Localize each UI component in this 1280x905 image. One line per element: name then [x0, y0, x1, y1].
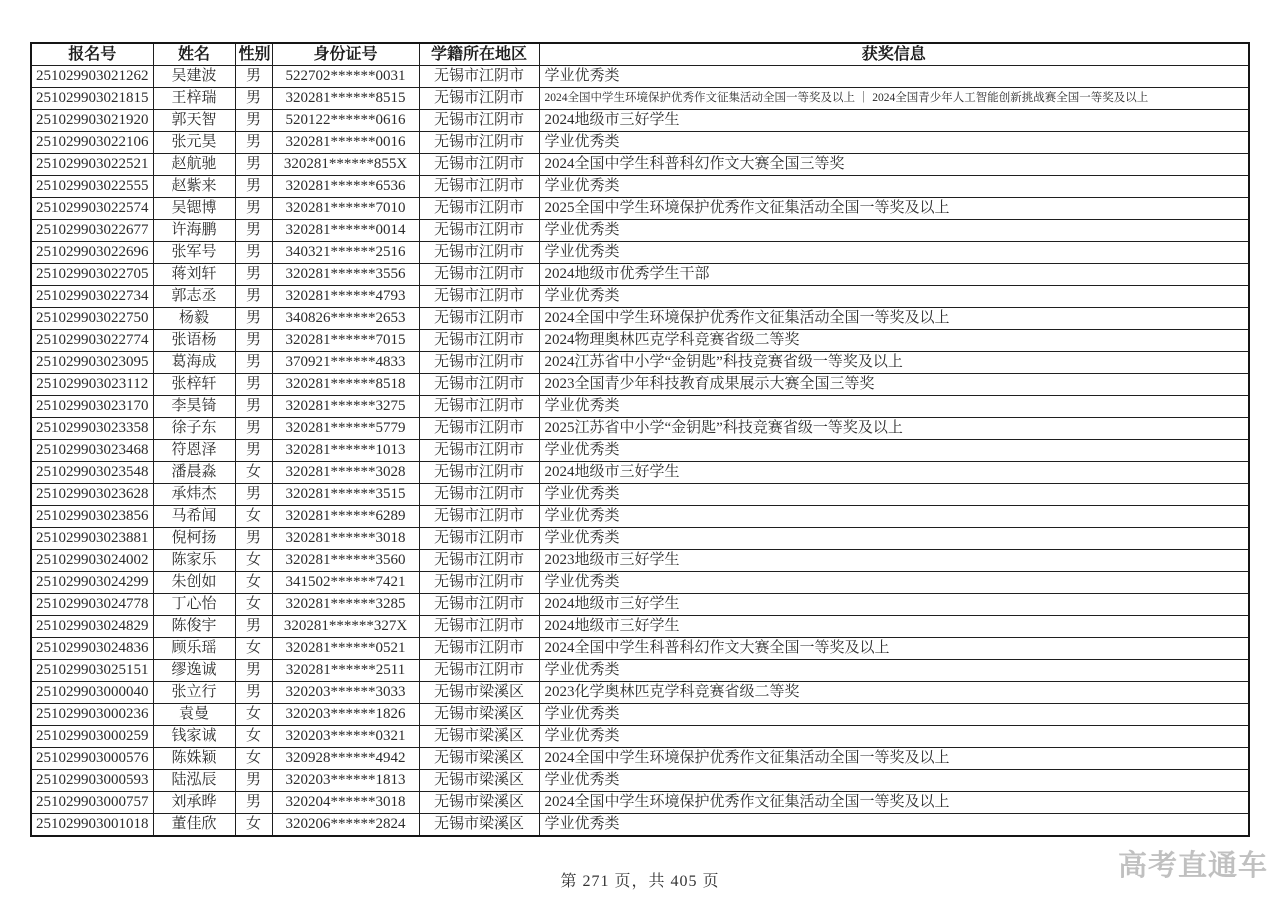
- table-row: [31, 726, 1249, 748]
- cell-name: 葛海成: [153, 352, 235, 374]
- cell-gender: 男: [235, 330, 272, 352]
- cell-gender: 男: [235, 682, 272, 704]
- table-row: [31, 220, 1249, 242]
- cell-name: 陈俊宇: [153, 616, 235, 638]
- cell-id-no: 340321******2516: [272, 242, 419, 264]
- cell-name: 袁曼: [153, 704, 235, 726]
- cell-id-no: 320281******0521: [272, 638, 419, 660]
- cell-gender: 女: [235, 638, 272, 660]
- cell-gender: 男: [235, 154, 272, 176]
- cell-name: 张元昊: [153, 132, 235, 154]
- cell-region: 无锡市梁溪区: [419, 770, 539, 792]
- cell-reg-no: 251029903023358: [31, 418, 153, 440]
- cell-name: 吴建波: [153, 66, 235, 88]
- cell-name: 朱创如: [153, 572, 235, 594]
- cell-award: 2025江苏省中小学“金钥匙”科技竞赛省级一等奖及以上: [539, 418, 1249, 440]
- cell-award: 学业优秀类: [539, 484, 1249, 506]
- cell-award: 2024地级市三好学生: [539, 110, 1249, 132]
- cell-region: 无锡市梁溪区: [419, 704, 539, 726]
- cell-region: 无锡市江阴市: [419, 660, 539, 682]
- cell-gender: 男: [235, 198, 272, 220]
- cell-award: 学业优秀类: [539, 286, 1249, 308]
- cell-name: 刘承晔: [153, 792, 235, 814]
- cell-id-no: 320281******3515: [272, 484, 419, 506]
- table-row: [31, 242, 1249, 264]
- cell-award: 2024地级市三好学生: [539, 616, 1249, 638]
- cell-region: 无锡市梁溪区: [419, 814, 539, 837]
- cell-reg-no: 251029903022734: [31, 286, 153, 308]
- cell-name: 蒋刘轩: [153, 264, 235, 286]
- cell-gender: 男: [235, 396, 272, 418]
- cell-reg-no: 251029903023468: [31, 440, 153, 462]
- cell-id-no: 370921******4833: [272, 352, 419, 374]
- cell-region: 无锡市江阴市: [419, 396, 539, 418]
- cell-name: 陈姝颖: [153, 748, 235, 770]
- cell-id-no: 320281******6289: [272, 506, 419, 528]
- table-row: [31, 594, 1249, 616]
- cell-region: 无锡市江阴市: [419, 220, 539, 242]
- cell-reg-no: 251029903000236: [31, 704, 153, 726]
- cell-award: 学业优秀类: [539, 506, 1249, 528]
- table-row: [31, 418, 1249, 440]
- table-row: [31, 814, 1249, 837]
- cell-gender: 男: [235, 440, 272, 462]
- table-row: [31, 704, 1249, 726]
- cell-award: 学业优秀类: [539, 572, 1249, 594]
- cell-name: 丁心怡: [153, 594, 235, 616]
- cell-region: 无锡市江阴市: [419, 418, 539, 440]
- cell-name: 钱家诚: [153, 726, 235, 748]
- table-row: [31, 264, 1249, 286]
- cell-reg-no: 251029903022705: [31, 264, 153, 286]
- table-row: [31, 352, 1249, 374]
- cell-id-no: 520122******0616: [272, 110, 419, 132]
- cell-id-no: 340826******2653: [272, 308, 419, 330]
- cell-reg-no: 251029903000757: [31, 792, 153, 814]
- cell-id-no: 320281******2511: [272, 660, 419, 682]
- cell-reg-no: 251029903023170: [31, 396, 153, 418]
- cell-region: 无锡市江阴市: [419, 462, 539, 484]
- cell-name: 张语杨: [153, 330, 235, 352]
- cell-name: 潘晨淼: [153, 462, 235, 484]
- cell-name: 张立行: [153, 682, 235, 704]
- table-row: [31, 660, 1249, 682]
- table-row: [31, 550, 1249, 572]
- table-row: [31, 484, 1249, 506]
- table-row: [31, 792, 1249, 814]
- cell-award: 2024全国中学生科普科幻作文大赛全国一等奖及以上: [539, 638, 1249, 660]
- table-row: [31, 88, 1249, 110]
- cell-reg-no: 251029903022696: [31, 242, 153, 264]
- table-row: [31, 396, 1249, 418]
- cell-id-no: 320281******855X: [272, 154, 419, 176]
- cell-award: 学业优秀类: [539, 176, 1249, 198]
- cell-reg-no: 251029903021920: [31, 110, 153, 132]
- cell-region: 无锡市江阴市: [419, 616, 539, 638]
- cell-region: 无锡市江阴市: [419, 176, 539, 198]
- col-header-name: 姓名: [153, 43, 235, 66]
- cell-region: 无锡市江阴市: [419, 286, 539, 308]
- cell-id-no: 320928******4942: [272, 748, 419, 770]
- table-row: [31, 572, 1249, 594]
- cell-gender: 女: [235, 550, 272, 572]
- cell-id-no: 320281******4793: [272, 286, 419, 308]
- cell-gender: 男: [235, 242, 272, 264]
- cell-award: 学业优秀类: [539, 528, 1249, 550]
- cell-id-no: 320281******6536: [272, 176, 419, 198]
- cell-gender: 女: [235, 572, 272, 594]
- cell-id-no: 320203******1826: [272, 704, 419, 726]
- header-row: [31, 43, 1249, 66]
- cell-region: 无锡市江阴市: [419, 308, 539, 330]
- cell-award: 学业优秀类: [539, 396, 1249, 418]
- cell-name: 张梓轩: [153, 374, 235, 396]
- cell-region: 无锡市江阴市: [419, 198, 539, 220]
- cell-award: 学业优秀类: [539, 660, 1249, 682]
- cell-id-no: 320203******1813: [272, 770, 419, 792]
- cell-name: 杨毅: [153, 308, 235, 330]
- cell-id-no: 320281******3560: [272, 550, 419, 572]
- page-indicator: 第 271 页，共 405 页: [560, 873, 720, 890]
- table-row: [31, 506, 1249, 528]
- cell-name: 许海鹏: [153, 220, 235, 242]
- cell-gender: 男: [235, 66, 272, 88]
- cell-gender: 男: [235, 286, 272, 308]
- cell-reg-no: 251029903000259: [31, 726, 153, 748]
- cell-region: 无锡市江阴市: [419, 132, 539, 154]
- cell-region: 无锡市江阴市: [419, 330, 539, 352]
- cell-gender: 女: [235, 748, 272, 770]
- cell-reg-no: 251029903022574: [31, 198, 153, 220]
- cell-award: 2024物理奥林匹克学科竞赛省级二等奖: [539, 330, 1249, 352]
- cell-gender: 男: [235, 374, 272, 396]
- cell-region: 无锡市梁溪区: [419, 748, 539, 770]
- cell-region: 无锡市梁溪区: [419, 682, 539, 704]
- table-row: [31, 374, 1249, 396]
- cell-gender: 男: [235, 792, 272, 814]
- cell-gender: 男: [235, 264, 272, 286]
- cell-gender: 男: [235, 176, 272, 198]
- cell-id-no: 522702******0031: [272, 66, 419, 88]
- cell-reg-no: 251029903022106: [31, 132, 153, 154]
- cell-award: 2024全国中学生环境保护优秀作文征集活动全国一等奖及以上 ｜ 2024全国青少年人工智能创新挑战赛全国一等奖及以上: [539, 88, 1249, 110]
- cell-award: 学业优秀类: [539, 66, 1249, 88]
- cell-award: 2024地级市三好学生: [539, 462, 1249, 484]
- cell-gender: 女: [235, 506, 272, 528]
- table-row: [31, 638, 1249, 660]
- cell-name: 王梓瑞: [153, 88, 235, 110]
- cell-name: 赵航驰: [153, 154, 235, 176]
- cell-gender: 男: [235, 110, 272, 132]
- cell-region: 无锡市江阴市: [419, 264, 539, 286]
- table-row: [31, 528, 1249, 550]
- cell-id-no: 320281******8518: [272, 374, 419, 396]
- cell-name: 郭天智: [153, 110, 235, 132]
- cell-award: 2025全国中学生环境保护优秀作文征集活动全国一等奖及以上: [539, 198, 1249, 220]
- cell-reg-no: 251029903024829: [31, 616, 153, 638]
- cell-award: 2024地级市优秀学生干部: [539, 264, 1249, 286]
- cell-region: 无锡市江阴市: [419, 66, 539, 88]
- cell-award: 学业优秀类: [539, 242, 1249, 264]
- table-row: [31, 682, 1249, 704]
- table-row: [31, 66, 1249, 88]
- cell-name: 郭志丞: [153, 286, 235, 308]
- cell-gender: 男: [235, 418, 272, 440]
- cell-reg-no: 251029903024002: [31, 550, 153, 572]
- cell-region: 无锡市江阴市: [419, 550, 539, 572]
- cell-name: 缪逸诚: [153, 660, 235, 682]
- cell-award: 2024全国中学生环境保护优秀作文征集活动全国一等奖及以上: [539, 792, 1249, 814]
- cell-gender: 男: [235, 88, 272, 110]
- cell-gender: 女: [235, 726, 272, 748]
- cell-gender: 男: [235, 220, 272, 242]
- cell-name: 吴锶博: [153, 198, 235, 220]
- cell-region: 无锡市江阴市: [419, 88, 539, 110]
- cell-reg-no: 251029903023095: [31, 352, 153, 374]
- cell-reg-no: 251029903000040: [31, 682, 153, 704]
- cell-region: 无锡市江阴市: [419, 638, 539, 660]
- cell-gender: 女: [235, 462, 272, 484]
- cell-award: 学业优秀类: [539, 726, 1249, 748]
- cell-id-no: 341502******7421: [272, 572, 419, 594]
- cell-id-no: 320281******7010: [272, 198, 419, 220]
- col-header-id-no: 身份证号: [272, 43, 419, 66]
- watermark-text: 高考直通车: [1117, 850, 1268, 882]
- cell-gender: 男: [235, 616, 272, 638]
- cell-award: 2023全国青少年科技教育成果展示大赛全国三等奖: [539, 374, 1249, 396]
- cell-award: 2023地级市三好学生: [539, 550, 1249, 572]
- cell-region: 无锡市梁溪区: [419, 792, 539, 814]
- cell-award: 2024全国中学生环境保护优秀作文征集活动全国一等奖及以上: [539, 748, 1249, 770]
- cell-award: 学业优秀类: [539, 440, 1249, 462]
- cell-id-no: 320281******3018: [272, 528, 419, 550]
- cell-reg-no: 251029903000593: [31, 770, 153, 792]
- cell-id-no: 320281******0016: [272, 132, 419, 154]
- cell-reg-no: 251029903022677: [31, 220, 153, 242]
- cell-id-no: 320204******3018: [272, 792, 419, 814]
- cell-award: 2024江苏省中小学“金钥匙”科技竞赛省级一等奖及以上: [539, 352, 1249, 374]
- cell-region: 无锡市江阴市: [419, 110, 539, 132]
- cell-reg-no: 251029903001018: [31, 814, 153, 837]
- cell-award: 学业优秀类: [539, 132, 1249, 154]
- cell-region: 无锡市梁溪区: [419, 726, 539, 748]
- table-row: [31, 748, 1249, 770]
- awards-table: [30, 42, 1250, 837]
- cell-id-no: 320281******0014: [272, 220, 419, 242]
- cell-region: 无锡市江阴市: [419, 594, 539, 616]
- cell-id-no: 320281******5779: [272, 418, 419, 440]
- cell-name: 徐子东: [153, 418, 235, 440]
- table-row: [31, 198, 1249, 220]
- cell-region: 无锡市江阴市: [419, 572, 539, 594]
- cell-id-no: 320281******327X: [272, 616, 419, 638]
- cell-id-no: 320281******1013: [272, 440, 419, 462]
- cell-gender: 男: [235, 352, 272, 374]
- table-row: [31, 176, 1249, 198]
- cell-id-no: 320281******3275: [272, 396, 419, 418]
- cell-region: 无锡市江阴市: [419, 154, 539, 176]
- cell-reg-no: 251029903021815: [31, 88, 153, 110]
- col-header-region: 学籍所在地区: [419, 43, 539, 66]
- cell-name: 顾乐瑶: [153, 638, 235, 660]
- cell-reg-no: 251029903023548: [31, 462, 153, 484]
- table-row: [31, 308, 1249, 330]
- cell-reg-no: 251029903024299: [31, 572, 153, 594]
- cell-award: 2023化学奥林匹克学科竞赛省级二等奖: [539, 682, 1249, 704]
- table-row: [31, 286, 1249, 308]
- cell-name: 陈家乐: [153, 550, 235, 572]
- cell-name: 李昊锜: [153, 396, 235, 418]
- cell-award: 2024地级市三好学生: [539, 594, 1249, 616]
- cell-gender: 男: [235, 770, 272, 792]
- table-row: [31, 770, 1249, 792]
- records-tbody: [31, 66, 1249, 837]
- cell-reg-no: 251029903023628: [31, 484, 153, 506]
- table-row: [31, 462, 1249, 484]
- col-header-gender: 性别: [235, 43, 272, 66]
- cell-reg-no: 251029903023856: [31, 506, 153, 528]
- cell-award: 2024全国中学生科普科幻作文大赛全国三等奖: [539, 154, 1249, 176]
- cell-reg-no: 251029903022750: [31, 308, 153, 330]
- cell-award: 学业优秀类: [539, 704, 1249, 726]
- table-row: [31, 440, 1249, 462]
- cell-gender: 男: [235, 528, 272, 550]
- cell-reg-no: 251029903025151: [31, 660, 153, 682]
- cell-region: 无锡市江阴市: [419, 506, 539, 528]
- cell-name: 陆泓辰: [153, 770, 235, 792]
- cell-id-no: 320281******3028: [272, 462, 419, 484]
- cell-region: 无锡市江阴市: [419, 242, 539, 264]
- cell-reg-no: 251029903021262: [31, 66, 153, 88]
- cell-name: 赵紫来: [153, 176, 235, 198]
- cell-name: 符恩泽: [153, 440, 235, 462]
- cell-gender: 女: [235, 704, 272, 726]
- cell-reg-no: 251029903000576: [31, 748, 153, 770]
- cell-name: 承炜杰: [153, 484, 235, 506]
- cell-region: 无锡市江阴市: [419, 484, 539, 506]
- cell-region: 无锡市江阴市: [419, 352, 539, 374]
- cell-id-no: 320281******7015: [272, 330, 419, 352]
- cell-award: 学业优秀类: [539, 770, 1249, 792]
- cell-award: 学业优秀类: [539, 814, 1249, 837]
- cell-name: 倪柯扬: [153, 528, 235, 550]
- cell-reg-no: 251029903023112: [31, 374, 153, 396]
- table-row: [31, 154, 1249, 176]
- cell-id-no: 320203******0321: [272, 726, 419, 748]
- cell-region: 无锡市江阴市: [419, 374, 539, 396]
- cell-id-no: 320281******8515: [272, 88, 419, 110]
- cell-gender: 男: [235, 484, 272, 506]
- table-header: [31, 43, 1249, 66]
- cell-id-no: 320206******2824: [272, 814, 419, 837]
- cell-reg-no: 251029903023881: [31, 528, 153, 550]
- table-row: [31, 330, 1249, 352]
- cell-award: 学业优秀类: [539, 220, 1249, 242]
- cell-id-no: 320203******3033: [272, 682, 419, 704]
- cell-award: 2024全国中学生环境保护优秀作文征集活动全国一等奖及以上: [539, 308, 1249, 330]
- cell-gender: 女: [235, 814, 272, 837]
- cell-region: 无锡市江阴市: [419, 528, 539, 550]
- cell-region: 无锡市江阴市: [419, 440, 539, 462]
- table-row: [31, 110, 1249, 132]
- cell-gender: 女: [235, 594, 272, 616]
- cell-gender: 男: [235, 132, 272, 154]
- cell-gender: 男: [235, 308, 272, 330]
- cell-reg-no: 251029903024778: [31, 594, 153, 616]
- table-row: [31, 616, 1249, 638]
- cell-name: 马希闻: [153, 506, 235, 528]
- cell-name: 董佳欣: [153, 814, 235, 837]
- cell-reg-no: 251029903024836: [31, 638, 153, 660]
- col-header-award: 获奖信息: [539, 43, 1249, 66]
- cell-reg-no: 251029903022555: [31, 176, 153, 198]
- cell-reg-no: 251029903022521: [31, 154, 153, 176]
- table-row: [31, 132, 1249, 154]
- cell-id-no: 320281******3556: [272, 264, 419, 286]
- col-header-reg-no: 报名号: [31, 43, 153, 66]
- cell-name: 张军号: [153, 242, 235, 264]
- cell-id-no: 320281******3285: [272, 594, 419, 616]
- cell-gender: 男: [235, 660, 272, 682]
- cell-reg-no: 251029903022774: [31, 330, 153, 352]
